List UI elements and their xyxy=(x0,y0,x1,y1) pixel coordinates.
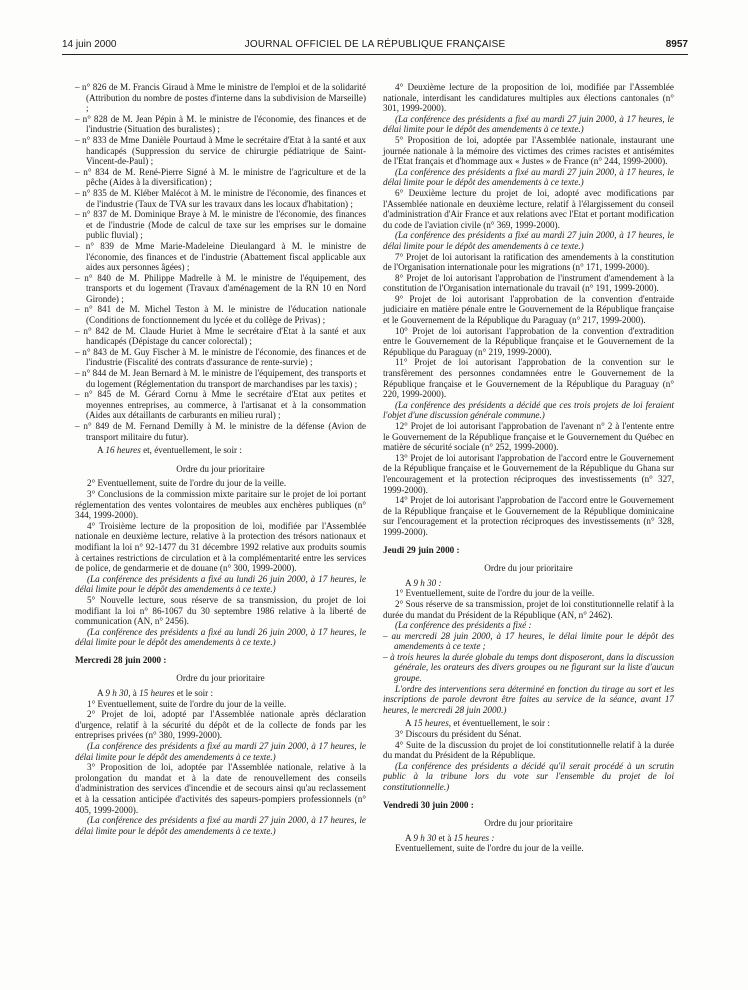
agenda-item: 14° Projet de loi autorisant l'approbation de l'accord entre le Gouvernement de la République française et le Gouvernement de la République dominicaine sur l'encouragement et la protection réciproques des investissements (n° 328, 1999-2000). xyxy=(383,495,674,537)
conference-note: (La conférence des présidents a fixé au mardi 27 juin 2000, à 17 heures, le délai limite pour le dépôt des amendements à ce texte.) xyxy=(383,166,674,188)
question-item: – n° 837 de M. Dominique Braye à M. le ministre de l'économie, des finances et de l'industrie (Mode de calcul de taxe sur les emprises sur le domaine public fluvial) ; xyxy=(75,209,366,241)
conference-note-item: – au mercredi 28 juin 2000, à 17 heures, le délai limite pour le dépôt des amendements à ce texte ; xyxy=(383,630,674,652)
question-item: – n° 826 de M. Francis Giraud à Mme le ministre de l'emploi et de la solidarité (Attribution du nombre de postes d'interne dans la subdivision de Marseille) ; xyxy=(75,82,366,114)
question-item: – n° 839 de Mme Marie-Madeleine Dieulangard à M. le ministre de l'économie, des finances et de l'industrie (Abattement fiscal applicable aux aides aux personnes âgées) ; xyxy=(75,240,366,273)
agenda-item: 1° Eventuellement, suite de l'ordre du jour de la veille. xyxy=(395,588,595,599)
agenda-item: 10° Projet de loi autorisant l'approbation de la convention d'extradition entre le Gouvernement de la République française et le Gouvernement de la République du Paraguay (n° 219, 1999-2000). xyxy=(383,325,674,357)
agenda-item: 4° Suite de la discussion du projet de loi constitutionnelle relatif à la durée du mandat du Président de la République. xyxy=(383,739,674,761)
conference-note: (La conférence des présidents a fixé : xyxy=(395,620,532,631)
time-value: 9 h 30 : xyxy=(413,577,442,588)
header-date: 14 juin 2000 xyxy=(62,39,117,50)
time-prefix: A xyxy=(405,832,414,843)
question-list xyxy=(75,82,366,442)
time-value: 9 h 30, xyxy=(105,688,131,699)
ordre-heading: Ordre du jour prioritaire xyxy=(484,818,573,829)
left-column xyxy=(75,82,366,836)
time-prefix: A xyxy=(97,445,106,456)
header-page-number: 8957 xyxy=(665,39,688,50)
question-item: – n° 843 de M. Guy Fischer à M. le ministre de l'économie, des finances et de l'industrie (Fiscalité des contrats d'assurance de rente-survie) ; xyxy=(75,346,366,368)
agenda-item: 5° Nouvelle lecture, sous réserve de sa transmission, du projet de loi modifiant la loi n° 86-1067 du 30 septembre 1986 relative à la liberté de communication (AN, n° 2456). xyxy=(75,594,366,627)
conference-note: (La conférence des présidents a fixé au mardi 27 juin 2000, à 17 heures, le délai limite pour le dépôt des amendements à ce texte.) xyxy=(75,741,366,762)
time-prefix: A xyxy=(405,718,414,729)
time-value: 16 heures xyxy=(105,445,141,456)
question-item: – n° 842 de M. Claude Huriet à Mme le secrétaire d'Etat à la santé et aux handicapés (Dépistage du cancer colorectal) ; xyxy=(75,325,366,347)
conference-note: (La conférence des présidents a fixé au lundi 26 juin 2000, à 17 heures, le délai limite pour le dépôt des amendements à ce texte.) xyxy=(75,573,366,595)
time-suffix: et, éventuellement, le soir : xyxy=(140,445,242,456)
time-value: 15 heures xyxy=(139,688,175,699)
date-heading-30: Vendredi 30 juin 2000 : xyxy=(383,799,474,810)
time-mid: à xyxy=(130,688,140,699)
session-time-16h xyxy=(75,445,366,456)
agenda-item: 8° Projet de loi autorisant l'approbation de l'instrument d'amendement à la constitution de l'Organisation internationale du travail (n° 191, 1999-2000). xyxy=(383,272,674,294)
agenda-item: 3° Proposition de loi, adoptée par l'Assemblée nationale, relative à la prolongation du mandat et à la date de renouvellement des conseils d'administration des services d'incendie et de secours ainsi qu'au reclassement et à la cessation anticipée d'activités des sapeurs-pompiers professionnels (n° 405, 1999-2000). xyxy=(75,762,366,815)
question-item: – n° 833 de Mme Danièle Pourtaud à Mme le secrétaire d'Etat à la santé et aux handicapés (Suppression du service de chirurgie pédiatrique de Saint-Vincent-de-Paul) ; xyxy=(75,134,366,167)
agenda-item: 13° Projet de loi autorisant l'approbation de l'accord entre le Gouvernement de la République française et le Gouvernement de la République du Ghana sur l'encouragement et la protection réciproques des investissements (n° 327, 1999-2000). xyxy=(383,452,674,495)
time-prefix: A xyxy=(405,577,414,588)
agenda-item: 6° Deuxième lecture du projet de loi, adopté avec modifications par l'Assemblée nationale en deuxième lecture, relatif à l'élargissement du conseil d'administration d'Air France et aux relations avec l'Etat et portant modification du code de l'aviation civile (n° 369, 1999-2000). xyxy=(383,187,674,230)
agenda-item: 3° Discours du président du Sénat. xyxy=(395,729,522,740)
agenda-item: 2° Sous réserve de sa transmission, projet de loi constitutionnelle relatif à la durée du mandat du Président de la République (AN, n° 2462). xyxy=(383,598,674,620)
session-time-29 xyxy=(383,578,674,589)
agenda-item: 11° Projet de loi autorisant l'approbation de la convention sur le transfèrement des personnes condamnées entre le Gouvernement de la République française et le Gouvernement de la République du Paraguay (n° 220, 1999-2000). xyxy=(383,357,674,400)
agenda-item: 4° Troisième lecture de la proposition de loi, modifiée par l'Assemblée nationale en deuxième lecture, relative à la protection des trésors nationaux et modifiant la loi n° 92-1477 du 31 décembre 1992 relative aux produits soumis à certaines restrictions de circulation et à la complémentarité entre les services de police, de gendarmerie et de douane (n° 300, 1999-2000). xyxy=(75,520,366,574)
conference-note-item: – à trois heures la durée globale du temps dont disposeront, dans la discussion générale, les orateurs des divers groupes ou ne figurant sur la liste d'aucun groupe. xyxy=(383,651,674,684)
page-header xyxy=(62,39,688,53)
question-item: – n° 841 de M. Michel Teston à M. le ministre de l'éducation nationale (Conditions de fonctionnement du lycée et du collège de Privas) ; xyxy=(75,304,366,326)
time-mid: et à xyxy=(436,832,454,843)
time-suffix: , et éventuellement, le soir : xyxy=(448,718,550,729)
agenda-item: 1° Eventuellement, suite de l'ordre du jour de la veille. xyxy=(87,698,287,709)
agenda-item: Eventuellement, suite de l'ordre du jour de la veille. xyxy=(395,843,584,854)
time-value: 9 h 30 xyxy=(413,832,437,843)
ordre-heading: Ordre du jour prioritaire xyxy=(176,673,265,684)
header-journal-title: JOURNAL OFFICIEL DE LA RÉPUBLIQUE FRANÇAISE xyxy=(244,39,506,50)
conference-note: (La conférence des présidents a fixé au mardi 27 juin 2000, à 17 heures, le délai limite pour le dépôt des amendements à ce texte.) xyxy=(383,113,674,135)
header-rule xyxy=(62,54,688,55)
question-item: – n° 835 de M. Kléber Malécot à M. le ministre de l'économie, des finances et de l'industrie (Taux de TVA sur les travaux dans les locaux d'habitation) ; xyxy=(75,187,366,209)
date-heading-28: Mercredi 28 juin 2000 : xyxy=(75,654,167,665)
agenda-item: 4° Deuxième lecture de la proposition de loi, modifiée par l'Assemblée nationale, interdisant les candidatures multiples aux élections cantonales (n° 301, 1999-2000). xyxy=(383,82,674,114)
agenda-item: 2° Eventuellement, suite de l'ordre du jour de la veille. xyxy=(87,478,287,489)
question-item: – n° 845 de M. Gérard Cornu à Mme le secrétaire d'Etat aux petites et moyennes entreprises, au commerce, à l'artisanat et à la consommation (Aides aux détaillants de carburants en milieu rural) ; xyxy=(75,389,366,421)
conference-note: L'ordre des interventions sera déterminé en fonction du tirage au sort et les inscriptions de parole devront être faites au service de la séance, avant 17 heures, le mercredi 28 juin 2000.) xyxy=(383,683,674,715)
question-item: – n° 840 de M. Philippe Madrelle à M. le ministre de l'équipement, des transports et du logement (Travaux d'aménagement de la RN 10 en Nord Gironde) ; xyxy=(75,272,366,304)
ordre-heading: Ordre du jour prioritaire xyxy=(484,563,573,574)
agenda-item: 2° Projet de loi, adopté par l'Assemblée nationale après déclaration d'urgence, relatif à la sécurité du dépôt et de la collecte de fonds par les entreprises privées (n° 380, 1999-2000). xyxy=(75,709,366,741)
time-suffix: et le soir : xyxy=(174,688,214,699)
question-item: – n° 844 de M. Jean Bernard à M. le ministre de l'équipement, des transports et du logement (Réglementation du transport de marchandises par les taxis) ; xyxy=(75,368,366,389)
date-heading-29: Jeudi 29 juin 2000 : xyxy=(383,544,460,555)
agenda-item: 3° Conclusions de la commission mixte paritaire sur le projet de loi portant réglementation des ventes volontaires de meubles aux enchères publiques (n° 344, 1999-2000). xyxy=(75,488,366,521)
session-time-29b xyxy=(383,718,674,729)
conference-note: (La conférence des présidents a fixé au mardi 27 juin 2000, à 17 heures, le délai limite pour le dépôt des amendements à ce texte.) xyxy=(75,815,366,836)
conference-note: (La conférence des présidents a fixé au mardi 27 juin 2000, à 17 heures, le délai limite pour le dépôt des amendements à ce texte.) xyxy=(383,230,674,251)
ordre-heading: Ordre du jour prioritaire xyxy=(176,463,265,474)
agenda-item: 9° Projet de loi autorisant l'approbation de la convention d'entraide judiciaire en matière pénale entre le Gouvernement de la République française et le Gouvernement de la République du Paraguay (n° 217, 1999-2000). xyxy=(383,293,674,326)
right-column xyxy=(383,82,674,854)
question-item: – n° 828 de M. Jean Pépin à M. le ministre de l'économie, des finances et de l'industrie (Situation des buralistes) ; xyxy=(75,113,366,135)
question-item: – n° 834 de M. René-Pierre Signé à M. le ministre de l'agriculture et de la pêche (Aides à la diversification) ; xyxy=(75,166,366,188)
conference-note: (La conférence des présidents a décidé que ces trois projets de loi feraient l'objet d'une discussion générale commune.) xyxy=(383,399,674,421)
time-value: 15 heures xyxy=(413,718,449,729)
session-time-28 xyxy=(75,688,366,699)
agenda-item: 12° Projet de loi autorisant l'approbation de l'avenant n° 2 à l'entente entre le Gouvernement de la République française et le Gouvernement du Québec en matière de sécurité sociale (n° 252, 1999-2000). xyxy=(383,421,674,453)
agenda-item: 5° Proposition de loi, adoptée par l'Assemblée nationale, instaurant une journée nationale à la mémoire des victimes des crimes racistes et antisémites de l'Etat français et d'hommage aux « Justes » de France (n° 244, 1999-2000). xyxy=(383,134,674,167)
conference-note: (La conférence des présidents a fixé au lundi 26 juin 2000, à 17 heures, le délai limite pour le dépôt des amendements à ce texte.) xyxy=(75,626,366,648)
question-item: – n° 849 de M. Fernand Demilly à M. le ministre de la défense (Avion de transport militaire du futur). xyxy=(75,421,366,442)
session-time-30 xyxy=(383,833,674,844)
time-value: 15 heures : xyxy=(453,832,495,843)
agenda-item: 7° Projet de loi autorisant la ratification des amendements à la constitution de l'Organisation internationale pour les migrations (n° 171, 1999-2000). xyxy=(383,251,674,273)
time-prefix: A xyxy=(97,688,106,699)
conference-note: (La conférence des présidents a décidé qu'il serait procédé à un scrutin public à la tribune lors du vote sur l'ensemble du projet de loi constitutionnelle.) xyxy=(383,760,674,792)
